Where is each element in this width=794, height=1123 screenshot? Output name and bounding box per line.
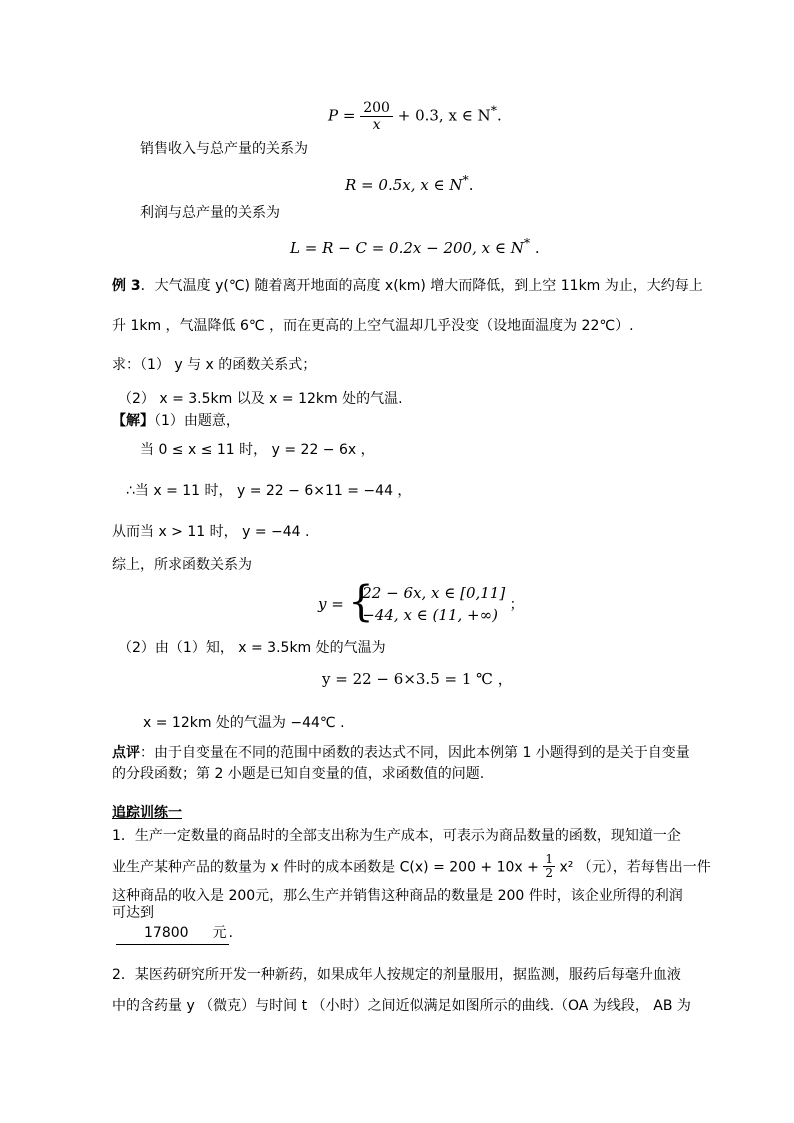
comment-line1	[112, 743, 690, 763]
q1-line1: 1．生产一定数量的商品时的全部支出称为生产成本，可表示为商品数量的函数，现知道一企	[112, 828, 681, 844]
example3-label: 例 3	[112, 278, 141, 294]
p-formula	[328, 100, 502, 133]
q1-line2b: x² （元），若每售出一件	[559, 859, 711, 876]
l-end: .	[530, 239, 540, 257]
q1-line2	[112, 853, 711, 880]
piece-lhs: y =	[318, 595, 344, 613]
q2-line1: 2．某医药研究所开发一种新药，如果成年人按规定的剂量服用，据监测，服药后每毫升血液	[112, 967, 681, 983]
p-end: .	[496, 106, 502, 125]
solution-s3: ∴当 x = 11 时， y = 22 − 6×11 = −44 ，	[126, 483, 412, 499]
q1-answer-line	[116, 923, 233, 945]
p-fraction	[360, 100, 393, 133]
p-frac-num: 200	[363, 100, 390, 116]
solution-s2: 当 0 ≤ x ≤ 11 时， y = 22 − 6x ，	[140, 442, 375, 458]
l-text: L = R − C = 0.2x − 200, x ∈ N	[290, 239, 524, 257]
r-text: R = 0.5x, x ∈ N	[345, 176, 463, 194]
sales-label: 销售收入与总产量的关系为	[140, 141, 308, 157]
q1-unit: 元	[212, 925, 227, 941]
example3-line2: 升 1km ，气温降低 6℃ ，而在更高的上空气温却几乎没变（设地面温度为 22℃）.	[112, 318, 634, 334]
comment-text1: ：由于自变量在不同的范围中函数的表达式不同，因此本例第 1 小题得到的是关于自变量	[140, 745, 690, 761]
piece-row-1: 22 − 6x, x ∈ [0,11]	[362, 584, 506, 602]
r-end: .	[468, 176, 474, 194]
p-lhs: P =	[328, 106, 356, 125]
p-sup: *	[490, 102, 497, 118]
q1-line3: 这种商品的收入是 200元，那么生产并销售这种商品的数量是 200 件时，该企业所得的利润	[112, 888, 683, 904]
piece-brace-block	[348, 577, 506, 627]
profit-label: 利润与总产量的关系为	[140, 205, 280, 221]
left-brace-icon: {	[348, 577, 374, 627]
q1-fraction	[543, 853, 555, 880]
q1-line4: 可达到	[112, 905, 154, 921]
p-frac-den: x	[360, 116, 393, 133]
solution-s1: （1）由题意，	[154, 413, 240, 429]
comment-label: 点评	[112, 745, 140, 761]
q1-answer	[116, 923, 229, 945]
q1-end: .	[228, 925, 233, 941]
example3-text1: ．大气温度 y(℃) 随着离开地面的高度 x(km) 增大而降低，到上空 11km 为止，大约每上	[140, 278, 703, 294]
p-rest: + 0.3, x ∈ N	[397, 106, 491, 125]
example3-ask2: （2） x = 3.5km 以及 x = 12km 处的气温.	[118, 391, 403, 407]
q2-line2: 中的含药量 y （微克）与时间 t （小时）之间近似满足如图所示的曲线.（OA 为线段， AB 为	[112, 998, 691, 1014]
solution-s8: x = 12km 处的气温为 −44℃ .	[143, 715, 345, 731]
r-sup: *	[462, 172, 469, 187]
solution-s6: （2）由（1）知， x = 3.5km 处的气温为	[118, 640, 386, 656]
r-formula	[345, 170, 474, 195]
example3-ask1: 求：（1） y 与 x 的函数关系式；	[112, 357, 317, 373]
comment-line2: 的分段函数；第 2 小题是已知自变量的值，求函数值的问题.	[112, 766, 485, 782]
piece-end: ；	[509, 597, 524, 613]
solution-s7: y = 22 − 6×3.5 = 1 ℃ ，	[322, 670, 513, 688]
solution-s5: 综上，所求函数关系为	[112, 557, 252, 573]
training-heading: 追踪训练一	[112, 805, 182, 821]
l-formula	[290, 233, 540, 258]
solution-label: 【解】	[112, 413, 154, 429]
piecewise-function	[318, 577, 524, 627]
example3-line1	[112, 276, 703, 296]
q1-answer-value: 17800	[144, 925, 189, 941]
solution-s4: 从而当 x > 11 时， y = −44 .	[112, 524, 310, 540]
l-sup: *	[523, 235, 531, 250]
q1-frac-den: 2	[545, 866, 553, 880]
q1-frac-num: 1	[545, 852, 553, 866]
q1-line2a: 业生产某种产品的数量为 x 件时的成本函数是 C(x) = 200 + 10x +	[112, 859, 539, 876]
piece-row-2: −44, x ∈ (11, +∞)	[362, 606, 498, 624]
solution-line1	[112, 411, 240, 431]
